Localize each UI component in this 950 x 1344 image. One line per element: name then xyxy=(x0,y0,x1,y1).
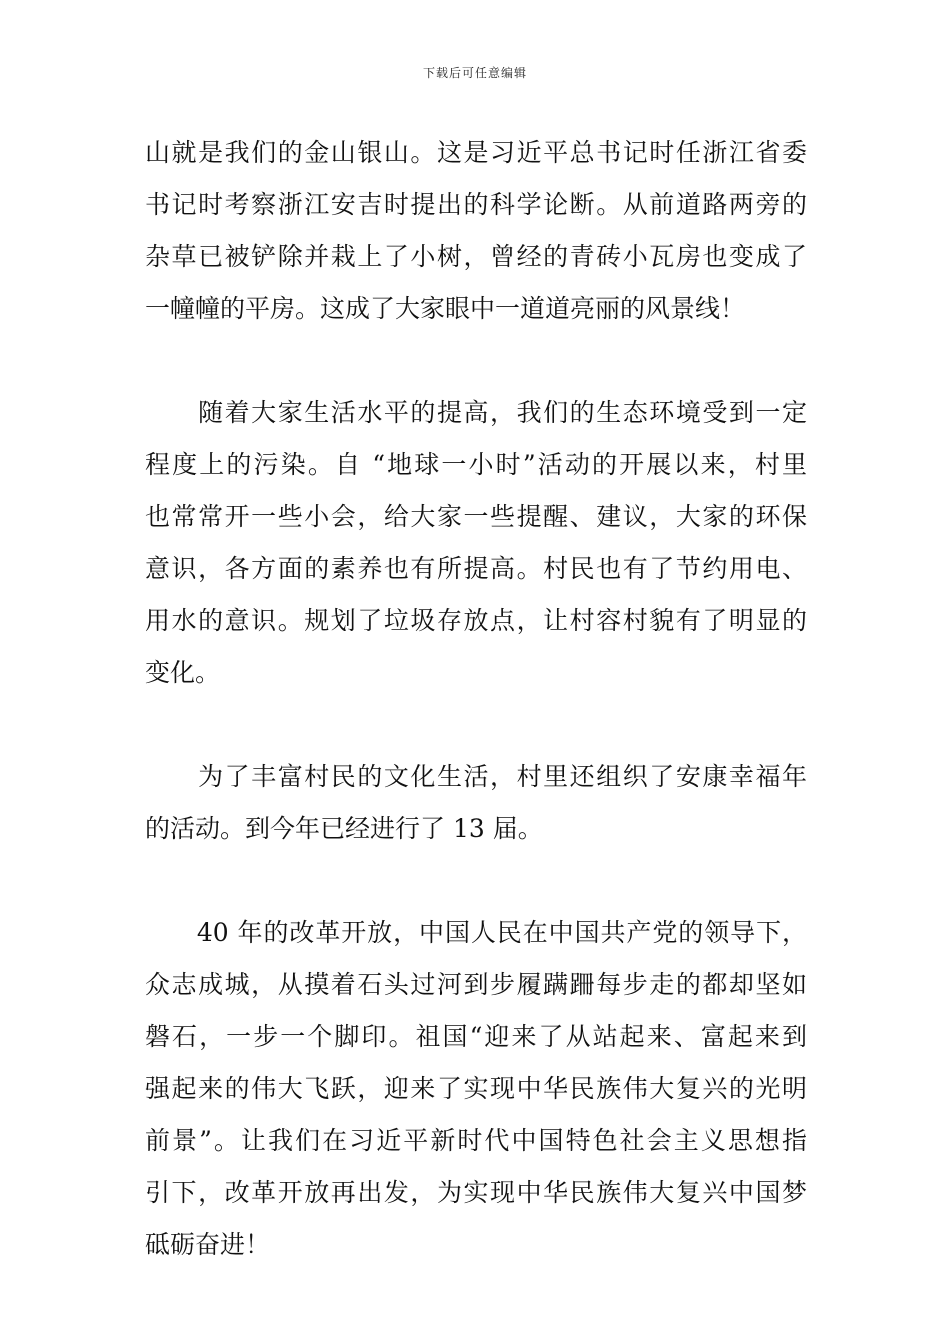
text-line: 40 年的改革开放，中国人民在中国共产党的领导下， xyxy=(145,918,807,947)
text-line: 书记时考察浙江安吉时提出的科学论断。从前道路两旁的 xyxy=(145,190,807,219)
text-line: 一幢幢的平房。这成了大家眼中一道道亮丽的风景线！ xyxy=(145,294,746,323)
paragraph-gap xyxy=(145,335,807,387)
text-line: 也常常开一些小会，给大家一些提醒、建议，大家的环保 xyxy=(145,502,807,531)
text-line: 为了丰富村民的文化生活，村里还组织了安康幸福年 xyxy=(145,762,807,791)
text-line: 众志成城，从摸着石头过河到步履蹒跚每步走的都却坚如 xyxy=(145,970,807,999)
text-line: 引下，改革开放再出发，为实现中华民族伟大复兴中国梦 xyxy=(145,1178,807,1207)
paragraph xyxy=(145,751,807,855)
text-line: 磐石，一步一个脚印。祖国“迎来了从站起来、富起来到 xyxy=(145,1022,807,1051)
paragraph xyxy=(145,127,807,335)
text-line: 砥砺奋进！ xyxy=(145,1230,271,1259)
paragraph-gap xyxy=(145,855,807,907)
document-body xyxy=(145,127,807,1271)
text-line: 的活动。到今年已经进行了 13 届。 xyxy=(145,814,543,843)
text-line: 山就是我们的金山银山。这是习近平总书记时任浙江省委 xyxy=(145,138,807,167)
text-line: 程度上的污染。自 “地球一小时”活动的开展以来，村里 xyxy=(145,450,807,479)
text-line: 杂草已被铲除并栽上了小树，曾经的青砖小瓦房也变成了 xyxy=(145,242,807,271)
paragraph-gap xyxy=(145,699,807,751)
text-line: 强起来的伟大飞跃，迎来了实现中华民族伟大复兴的光明 xyxy=(145,1074,807,1103)
text-line: 意识，各方面的素养也有所提高。村民也有了节约用电、 xyxy=(145,554,807,583)
paragraph xyxy=(145,387,807,699)
header-note: 下载后可任意编辑 xyxy=(422,66,527,80)
text-line: 变化。 xyxy=(145,658,221,687)
paragraph xyxy=(145,907,807,1271)
text-line: 用水的意识。规划了垃圾存放点，让村容村貌有了明显的 xyxy=(145,606,807,635)
text-line: 随着大家生活水平的提高，我们的生态环境受到一定 xyxy=(145,398,807,427)
text-line: 前景”。让我们在习近平新时代中国特色社会主义思想指 xyxy=(145,1126,807,1155)
